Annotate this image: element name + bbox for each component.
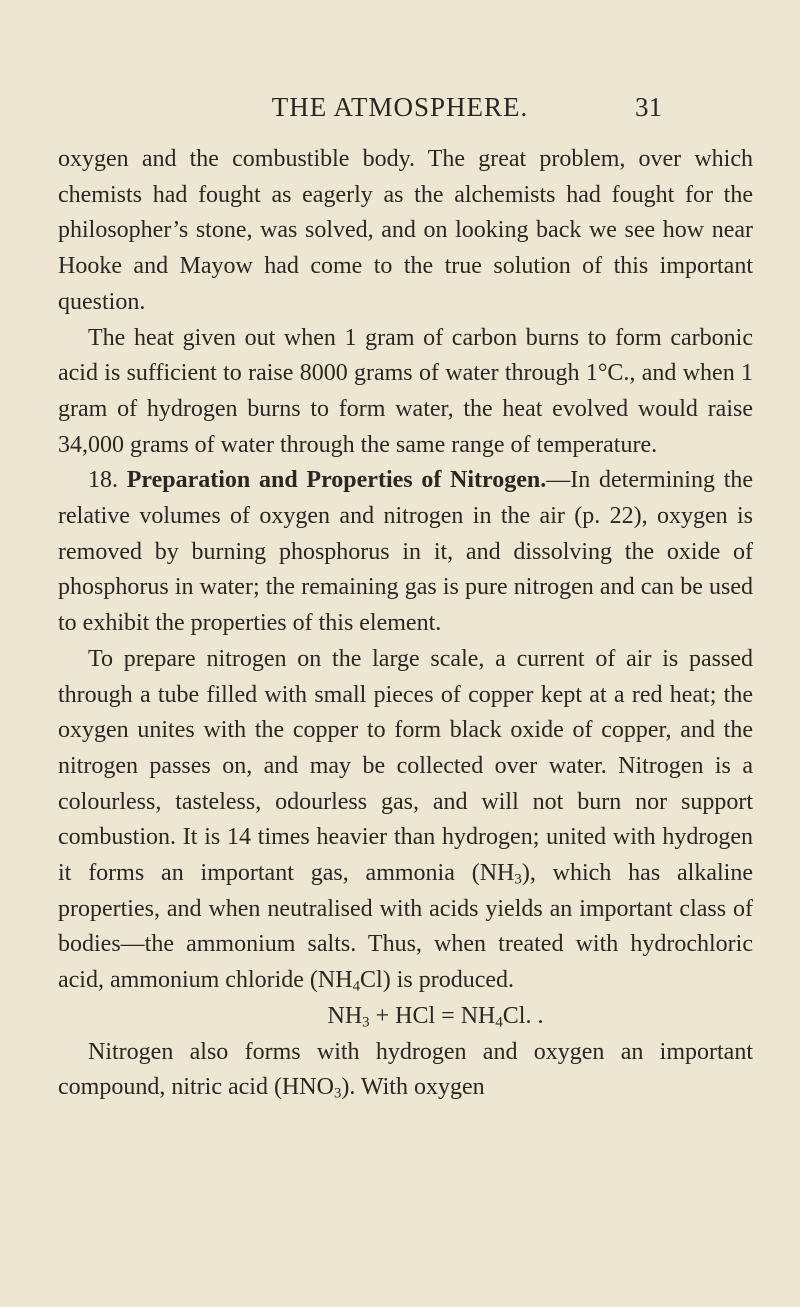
page-number: 31 xyxy=(635,92,662,122)
paragraph-5 xyxy=(58,1035,753,1106)
paragraph-4-part-a: To prepare nitrogen on the large scale, a current of air is passed through a tube filled with small pieces of copper kept at a red heat; the oxygen unites with the copper to form black oxide of copper, and the nitrogen passes on, and may be collected over water. Nitrogen is a colourless, tasteless, odourless gas, and will not burn nor support combustion. It is 14 times heavier than hydrogen; united with hydrogen it forms an important gas, ammonia (NH xyxy=(58,645,753,887)
subscript: 3 xyxy=(333,1086,342,1102)
section-number: 18. xyxy=(88,467,118,494)
subscript: 4 xyxy=(495,1014,503,1031)
paragraph-1: oxygen and the combustible body. The great problem, over which chemists had fought as eagerly as the alchemists had fought for the philosopher’s stone, was solved, and on looking back we see how near Hooke and Mayow had come to the true solution of this important question. xyxy=(58,146,753,315)
chemical-equation xyxy=(58,999,753,1035)
subscript: 4 xyxy=(352,978,361,995)
section-text: —In determining the relative volumes of oxygen and nitrogen in the air (p. 22), oxygen is removed by burning phosphorus in it, and dissolving the oxide of phosphorus in water; the remaining gas is pure nitrogen and can be used to exhibit the properties of this element. xyxy=(58,467,754,637)
paragraph-5-part-a: Nitrogen also forms with hydrogen and oxygen an important compound, nitric acid (HNO xyxy=(58,1038,753,1101)
section-title: Preparation and Properties of Nitrogen. xyxy=(126,467,547,494)
running-head: THE ATMOSPHERE. xyxy=(271,92,529,122)
subscript: 3 xyxy=(514,871,522,888)
paragraph-4-part-b: ), which has alkaline properties, and when neutralised with acids yields an important class of bodies—the ammonium salts. Thus, when treated with hydrochloric acid, ammonium chloride (NH xyxy=(58,860,753,994)
paragraph-3 xyxy=(58,463,753,642)
body-text xyxy=(58,142,753,1106)
paragraph-5-part-b: ). With oxygen xyxy=(341,1074,485,1101)
page-header xyxy=(0,92,800,132)
equation-part-c: Cl. . xyxy=(502,1002,544,1029)
subscript: 3 xyxy=(362,1014,370,1031)
equation-part-b: + HCl = NH xyxy=(369,1002,496,1029)
equation-part-a: NH xyxy=(327,1002,363,1029)
paragraph-4-part-c: Cl) is produced. xyxy=(360,967,515,994)
paragraph-4 xyxy=(58,642,753,999)
paragraph-2: The heat given out when 1 gram of carbon burns to form carbonic acid is sufficient to raise 8000 grams of water through 1°C., and when 1 gram of hydrogen burns to form water, the heat evolved would raise 34,000 grams of water through the same range of temperature. xyxy=(58,324,753,458)
